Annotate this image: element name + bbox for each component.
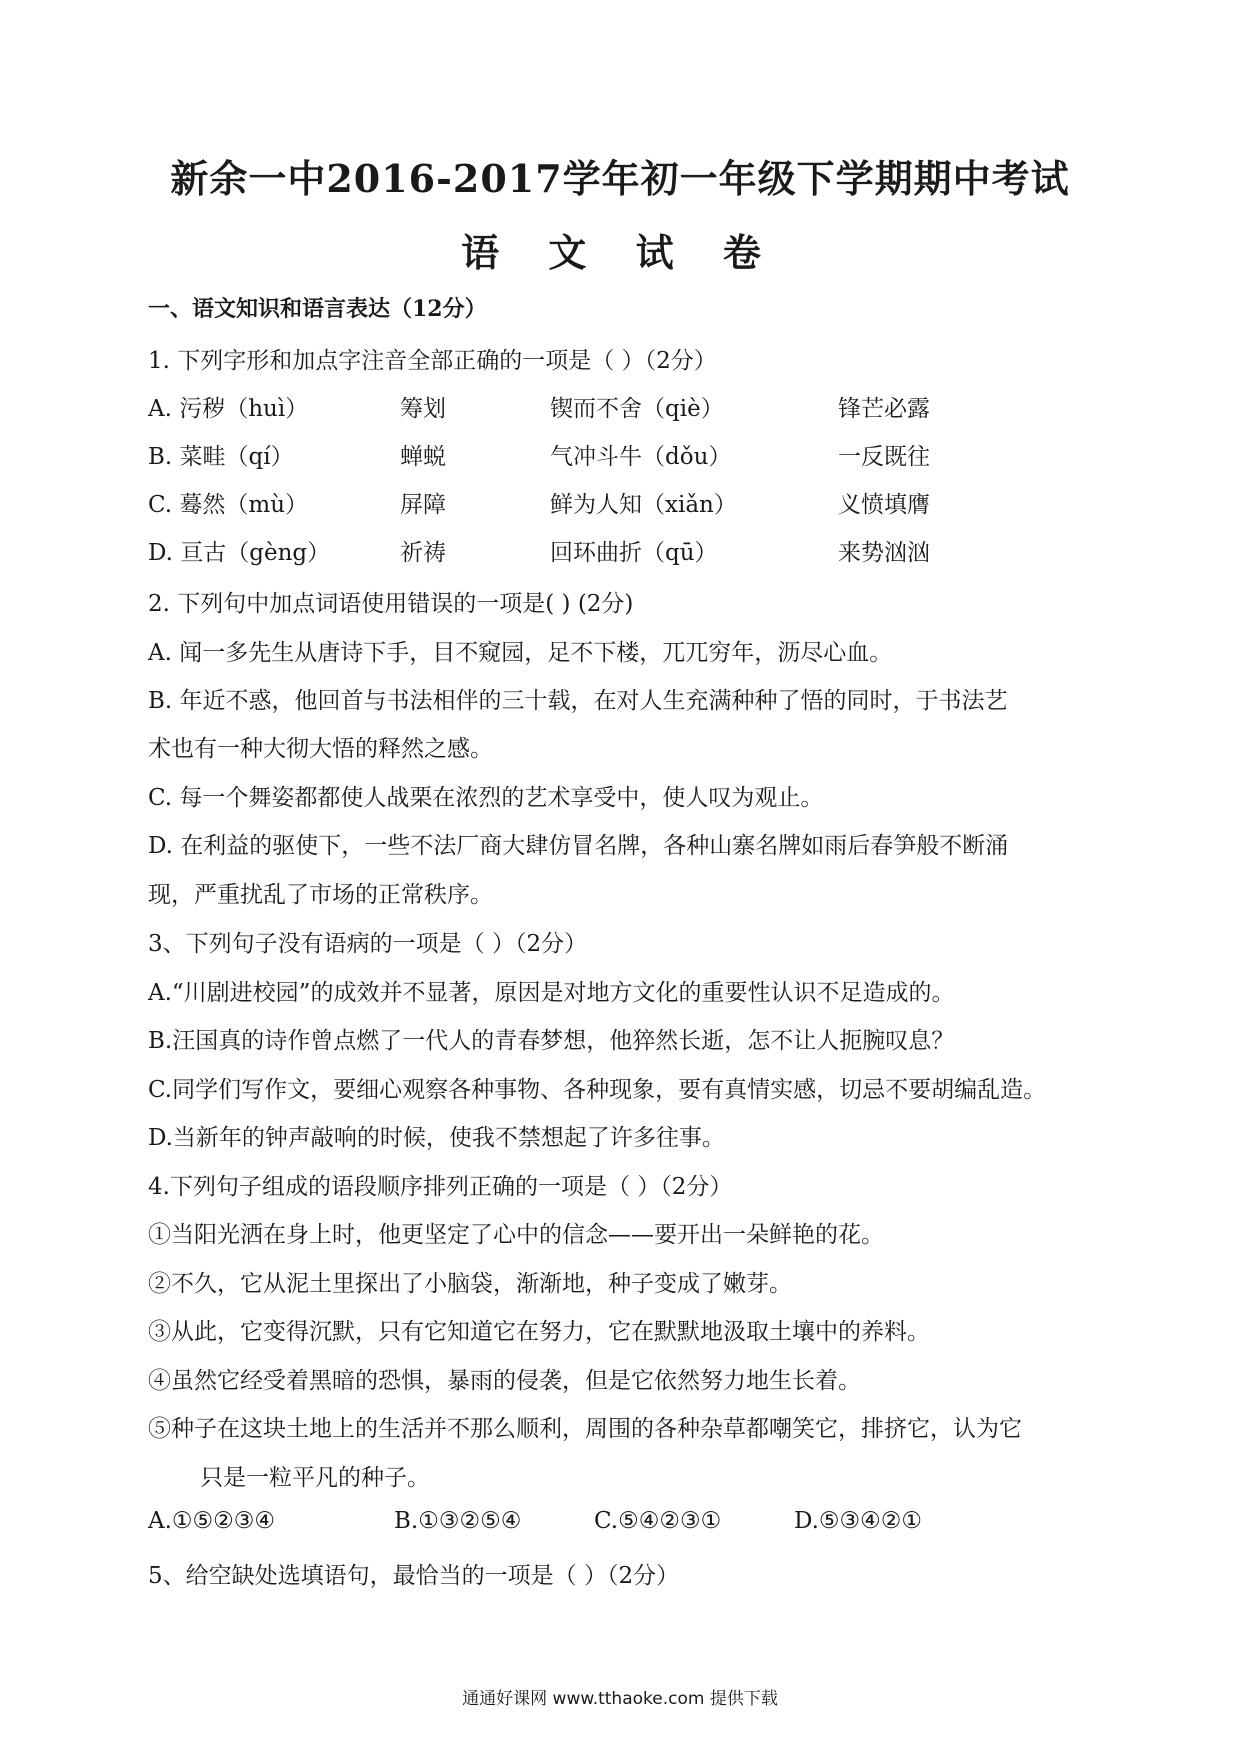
question-1-stem: 1. 下列字形和加点字注音全部正确的一项是（ ）（2分）	[148, 348, 717, 374]
question-2-option-d-line-1: D. 在利益的驱使下，一些不法厂商大肆仿冒名牌，各种山寨名牌如雨后春笋般不断涌	[148, 833, 1009, 859]
question-3-option-b: B.汪国真的诗作曾点燃了一代人的青春梦想，他猝然长逝，怎不让人扼腕叹息？	[148, 1028, 955, 1054]
option-a-item-1: A. 污秽（huì）	[148, 396, 309, 422]
question-4-stem: 4.下列句子组成的语段顺序排列正确的一项是（ ）（2分）	[148, 1174, 733, 1200]
answer-option-d: D.⑤③④②①	[794, 1508, 923, 1534]
question-2-option-c: C. 每一个舞姿都都使人战栗在浓烈的艺术享受中，使人叹为观止。	[148, 785, 824, 811]
option-a-item-4: 锋芒必露	[838, 396, 930, 422]
question-3-option-d: D.当新年的钟声敲响的时候，使我不禁想起了许多往事。	[148, 1125, 725, 1151]
question-2-option-b-line-1: B. 年近不惑，他回首与书法相伴的三十载，在对人生充满种种了悟的同时，于书法艺	[148, 688, 1008, 714]
option-d-item-3: 回环曲折（qū）	[550, 540, 718, 566]
option-b-item-1: B. 菜畦（qí）	[148, 444, 294, 470]
answer-option-c: C.⑤④②③①	[594, 1508, 722, 1534]
answer-option-a: A.①⑤②③④	[148, 1508, 276, 1534]
question-4-sentence-5-line-1: ⑤种子在这块土地上的生活并不那么顺利，周围的各种杂草都嘲笑它，排挤它，认为它	[148, 1416, 1022, 1442]
option-d-item-1: D. 亘古（gèng）	[148, 540, 331, 566]
question-4-sentence-4: ④虽然它经受着黑暗的恐惧，暴雨的侵袭，但是它依然努力地生长着。	[148, 1368, 861, 1394]
question-2-stem: 2. 下列句中加点词语使用错误的一项是( ) (2分)	[148, 591, 634, 617]
question-2-option-d-line-2: 现，严重扰乱了市场的正常秩序。	[148, 882, 493, 908]
option-d-item-2: 祈祷	[400, 540, 446, 566]
question-3-option-c: C.同学们写作文，要细心观察各种事物、各种现象，要有真情实感，切忌不要胡编乱造。	[148, 1077, 1047, 1103]
option-d-item-4: 来势汹汹	[838, 540, 930, 566]
section-heading: 一、语文知识和语言表达（12分）	[148, 296, 487, 322]
question-4-sentence-2: ②不久，它从泥土里探出了小脑袋，渐渐地，种子变成了嫩芽。	[148, 1271, 792, 1297]
option-c-item-2: 屏障	[400, 492, 446, 518]
question-2-option-a: A. 闻一多先生从唐诗下手，目不窥园，足不下楼，兀兀穷年，沥尽心血。	[148, 640, 893, 666]
option-a-item-2: 筹划	[400, 396, 446, 422]
answer-option-b: B.①③②⑤④	[394, 1508, 522, 1534]
question-4-sentence-5-line-2: 只是一粒平凡的种子。	[200, 1465, 430, 1491]
exam-title: 新余一中2016-2017学年初一年级下学期期中考试	[170, 156, 1070, 201]
footer-download-notice: 通通好课网 www.tthaoke.com 提供下载	[462, 1689, 778, 1709]
option-b-item-4: 一反既往	[838, 444, 930, 470]
question-3-stem: 3、下列句子没有语病的一项是（ ）（2分）	[148, 931, 588, 957]
question-4-sentence-1: ①当阳光洒在身上时，他更坚定了心中的信念——要开出一朵鲜艳的花。	[148, 1222, 884, 1248]
option-c-item-1: C. 蓦然（mù）	[148, 492, 309, 518]
option-b-item-2: 蝉蜕	[400, 444, 446, 470]
question-2-option-b-line-2: 术也有一种大彻大悟的释然之感。	[148, 736, 493, 762]
question-5-stem: 5、给空缺处选填语句，最恰当的一项是（ ）（2分）	[148, 1563, 680, 1589]
option-c-item-3: 鲜为人知（xiǎn）	[550, 492, 737, 518]
question-4-sentence-3: ③从此，它变得沉默，只有它知道它在努力，它在默默地汲取土壤中的养料。	[148, 1319, 930, 1345]
option-c-item-4: 义愤填膺	[838, 492, 930, 518]
option-b-item-3: 气冲斗牛（dǒu）	[550, 444, 732, 470]
exam-subtitle: 语 文 试 卷	[461, 230, 779, 275]
question-3-option-a: A.“川剧进校园”的成效并不显著，原因是对地方文化的重要性认识不足造成的。	[148, 980, 955, 1006]
option-a-item-3: 锲而不舍（qiè）	[550, 396, 724, 422]
